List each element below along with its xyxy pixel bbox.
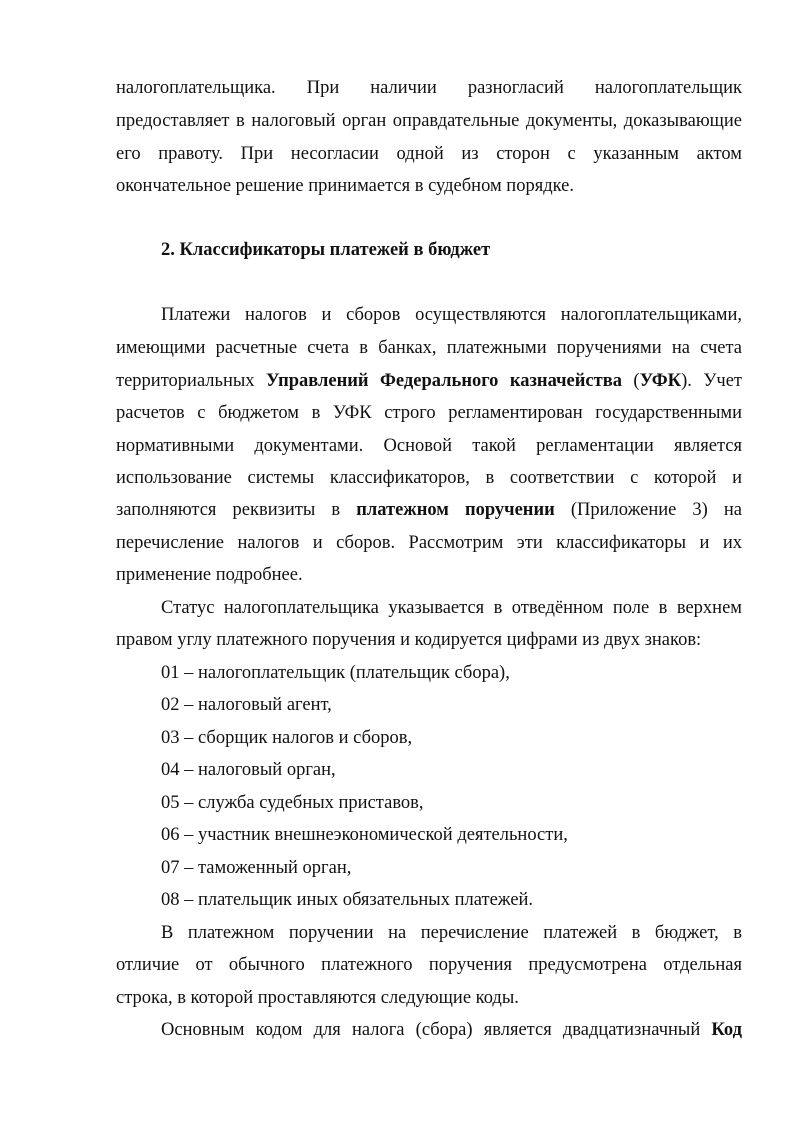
bold-term-code: Код (711, 1020, 742, 1040)
paragraph2-line9: применение подробнее. (116, 565, 303, 585)
paragraph1-line1: налогоплательщика. При наличии разногласий налогоплательщик (116, 78, 742, 98)
paragraph2-line4: расчетов с бюджетом в УФК строго регламентирован государственными (116, 403, 742, 423)
paragraph1-line3: его правоту. При несогласии одной из сторон с указанным актом (116, 144, 742, 164)
status-code-item: 03 – сборщик налогов и сборов, (161, 728, 413, 748)
bold-term-ufk: УФК (639, 371, 682, 391)
paragraph2-text: территориальных (116, 371, 255, 391)
paragraph2-line7 (116, 494, 742, 527)
paragraph2-text: (Приложение 3) на (570, 500, 742, 520)
paragraph4-line1: В платежном поручении на перечисление платежей в бюджет, в (161, 923, 742, 943)
paragraph1-line2: предоставляет в налоговый орган оправдательные документы, доказывающие (116, 111, 742, 131)
paragraph2-line6: использование системы классификаторов, в соответствии с которой и (116, 468, 742, 488)
paragraph2-line2: имеющими расчетные счета в банках, платежными поручениями на счета (116, 338, 742, 358)
paragraph2-line3 (116, 365, 742, 398)
section-heading: 2. Классификаторы платежей в бюджет (161, 240, 491, 260)
paragraph2-text: ). Учет (681, 371, 743, 391)
paragraph4-line3: строка, в которой проставляются следующие коды. (116, 988, 519, 1008)
status-code-item: 05 – служба судебных приставов, (161, 793, 424, 813)
bold-term-ufk-full: Управлений Федерального казначейства (266, 371, 622, 391)
status-code-item: 02 – налоговый агент, (161, 695, 332, 715)
status-code-item: 01 – налогоплательщик (плательщик сбора), (161, 663, 510, 683)
bold-term-payment-order: платежном поручении (356, 500, 555, 520)
status-code-item: 04 – налоговый орган, (161, 760, 336, 780)
status-code-item: 08 – плательщик иных обязательных платежей. (161, 890, 534, 910)
paragraph2-line5: нормативными документами. Основой такой регламентации является (116, 436, 742, 456)
paragraph2-line8: перечисление налогов и сборов. Рассмотрим эти классификаторы и их (116, 533, 742, 553)
paragraph5-line1 (161, 1014, 742, 1047)
status-code-item: 07 – таможенный орган, (161, 858, 352, 878)
paragraph5-text: Основным кодом для налога (сбора) является двадцатизначный (161, 1020, 701, 1040)
status-code-item: 06 – участник внешнеэкономической деятельности, (161, 825, 568, 845)
paragraph2-line1: Платежи налогов и сборов осуществляются налогоплательщиками, (161, 305, 742, 325)
paragraph3-line2: правом углу платежного поручения и кодируется цифрами из двух знаков: (116, 630, 702, 650)
paragraph3-line1: Статус налогоплательщика указывается в отведённом поле в верхнем (161, 598, 742, 618)
paragraph1-line4: окончательное решение принимается в судебном порядке. (116, 176, 574, 196)
paragraph2-text: заполняются реквизиты в (116, 500, 341, 520)
paragraph4-line2: отличие от обычного платежного поручения предусмотрена отдельная (116, 955, 742, 975)
paragraph2-text: ( (633, 371, 640, 391)
